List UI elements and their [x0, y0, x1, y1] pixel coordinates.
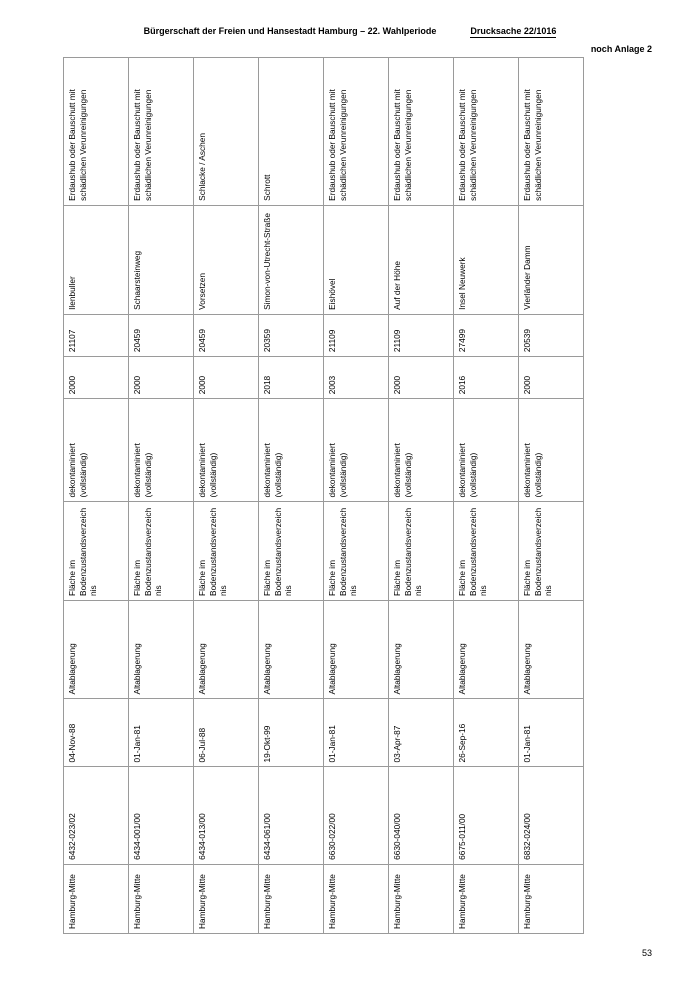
cell-street: Schaarsteinweg [129, 205, 194, 314]
cell-material: Schlacke / Aschen [194, 58, 259, 206]
cell-registry-number: 6434-001/00 [129, 767, 194, 864]
cell-status: dekontaminiert (vollständig) [454, 399, 519, 502]
cell-street: Insel Neuwerk [454, 205, 519, 314]
cell-area-register: Fläche im Bodenzustandsverzeichnis [389, 502, 454, 601]
cell-year: 2000 [519, 357, 584, 399]
cell-postcode: 21109 [389, 314, 454, 356]
cell-year: 2000 [64, 357, 129, 399]
cell-street: Eishövel [324, 205, 389, 314]
cell-type: Altablagerung [64, 600, 129, 699]
cell-district: Hamburg-Mitte [454, 864, 519, 933]
page-header [0, 26, 700, 54]
cell-type: Altablagerung [194, 600, 259, 699]
cell-date: 01-Jan-81 [324, 699, 389, 767]
page-number: 53 [641, 948, 652, 958]
cell-street: Ilenbuller [64, 205, 129, 314]
cell-registry-number: 6434-013/00 [194, 767, 259, 864]
cell-area-register: Fläche im Bodenzustandsverzeichnis [454, 502, 519, 601]
cell-registry-number: 6630-040/00 [389, 767, 454, 864]
cell-material: Schrott [259, 58, 324, 206]
cell-postcode: 20359 [259, 314, 324, 356]
cell-year: 2018 [259, 357, 324, 399]
table-row [519, 58, 584, 934]
cell-status: dekontaminiert (vollständig) [324, 399, 389, 502]
cell-district: Hamburg-Mitte [259, 864, 324, 933]
cell-registry-number: 6630-022/00 [324, 767, 389, 864]
cell-year: 2003 [324, 357, 389, 399]
cell-year: 2000 [389, 357, 454, 399]
cell-type: Altablagerung [519, 600, 584, 699]
cell-type: Altablagerung [389, 600, 454, 699]
cell-date: 04-Nov-88 [64, 699, 129, 767]
cell-registry-number: 6675-011/00 [454, 767, 519, 864]
cell-postcode: 20459 [194, 314, 259, 356]
cell-district: Hamburg-Mitte [64, 864, 129, 933]
cell-type: Altablagerung [259, 600, 324, 699]
cell-year: 2000 [194, 357, 259, 399]
cell-date: 01-Jan-81 [129, 699, 194, 767]
cell-type: Altablagerung [454, 600, 519, 699]
cell-district: Hamburg-Mitte [519, 864, 584, 933]
cell-material: Erdaushub oder Bauschutt mit schädlichen Verunreinigungen [389, 58, 454, 206]
cell-area-register: Fläche im Bodenzustandsverzeichnis [324, 502, 389, 601]
rotated-table-wrapper [63, 57, 637, 934]
cell-status: dekontaminiert (vollständig) [64, 399, 129, 502]
cell-postcode: 21109 [324, 314, 389, 356]
cell-date: 19-Okt-99 [259, 699, 324, 767]
cell-postcode: 20539 [519, 314, 584, 356]
contaminated-sites-table [63, 57, 584, 934]
table-body [64, 58, 584, 934]
cell-district: Hamburg-Mitte [324, 864, 389, 933]
cell-status: dekontaminiert (vollständig) [389, 399, 454, 502]
table-row [389, 58, 454, 934]
cell-type: Altablagerung [129, 600, 194, 699]
cell-material: Erdaushub oder Bauschutt mit schädlichen Verunreinigungen [64, 58, 129, 206]
cell-type: Altablagerung [324, 600, 389, 699]
cell-status: dekontaminiert (vollständig) [519, 399, 584, 502]
cell-street: Auf der Höhe [389, 205, 454, 314]
header-document-number: Drucksache 22/1016 [470, 26, 557, 36]
cell-date: 03-Apr-87 [389, 699, 454, 767]
cell-year: 2016 [454, 357, 519, 399]
cell-material: Erdaushub oder Bauschutt mit schädlichen Verunreinigungen [454, 58, 519, 206]
cell-date: 26-Sep-16 [454, 699, 519, 767]
table-row [324, 58, 389, 934]
header-annex-label: noch Anlage 2 [590, 44, 652, 54]
cell-area-register: Fläche im Bodenzustandsverzeichnis [129, 502, 194, 601]
cell-street: Vorsetzen [194, 205, 259, 314]
table-row [64, 58, 129, 934]
cell-material: Erdaushub oder Bauschutt mit schädlichen Verunreinigungen [519, 58, 584, 206]
cell-area-register: Fläche im Bodenzustandsverzeichnis [64, 502, 129, 601]
cell-district: Hamburg-Mitte [389, 864, 454, 933]
cell-street: Vierländer Damm [519, 205, 584, 314]
cell-area-register: Fläche im Bodenzustandsverzeichnis [194, 502, 259, 601]
cell-status: dekontaminiert (vollständig) [259, 399, 324, 502]
cell-status: dekontaminiert (vollständig) [194, 399, 259, 502]
cell-date: 01-Jan-81 [519, 699, 584, 767]
cell-district: Hamburg-Mitte [129, 864, 194, 933]
cell-year: 2000 [129, 357, 194, 399]
cell-registry-number: 6434-061/00 [259, 767, 324, 864]
cell-postcode: 21107 [64, 314, 129, 356]
cell-date: 06-Jul-88 [194, 699, 259, 767]
cell-registry-number: 6832-024/00 [519, 767, 584, 864]
cell-district: Hamburg-Mitte [194, 864, 259, 933]
cell-material: Erdaushub oder Bauschutt mit schädlichen Verunreinigungen [324, 58, 389, 206]
table-row [454, 58, 519, 934]
cell-status: dekontaminiert (vollständig) [129, 399, 194, 502]
header-parliament-title: Bürgerschaft der Freien und Hansestadt Hamburg – 22. Wahlperiode [143, 26, 437, 36]
cell-material: Erdaushub oder Bauschutt mit schädlichen Verunreinigungen [129, 58, 194, 206]
cell-postcode: 27499 [454, 314, 519, 356]
cell-postcode: 20459 [129, 314, 194, 356]
cell-registry-number: 6432-023/02 [64, 767, 129, 864]
cell-street: Simon-von-Utrecht-Straße [259, 205, 324, 314]
cell-area-register: Fläche im Bodenzustandsverzeichnis [519, 502, 584, 601]
table-row [194, 58, 259, 934]
table-row [259, 58, 324, 934]
table-row [129, 58, 194, 934]
cell-area-register: Fläche im Bodenzustandsverzeichnis [259, 502, 324, 601]
